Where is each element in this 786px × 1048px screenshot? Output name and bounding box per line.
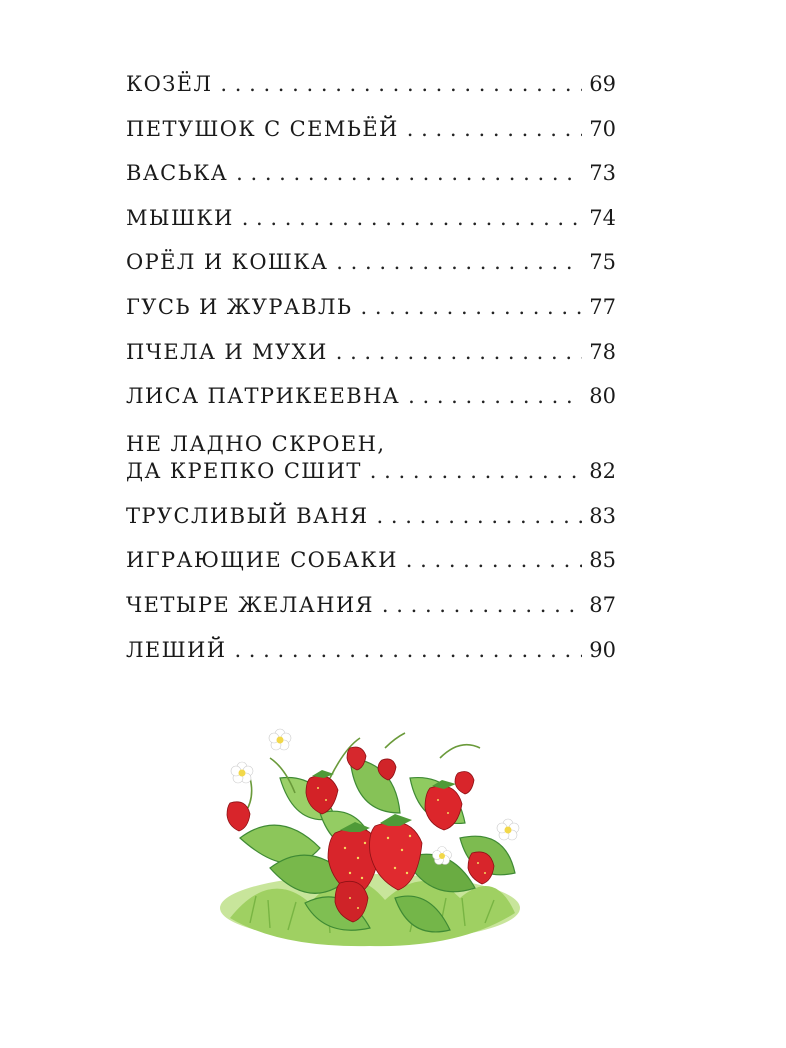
toc-entry[interactable] [126,72,616,117]
toc-entry-title: ПЧЕЛА И МУХИ [126,339,328,364]
toc-dot-leader [220,72,582,96]
toc-entry-title: ОРЁЛ И КОШКА [126,250,329,275]
toc-entry-title: ИГРАЮЩИЕ СОБАКИ [126,548,398,573]
toc-entry-page: 85 [589,548,616,573]
toc-dot-leader [336,340,582,364]
toc-entry-title-line1: НЕ ЛАДНО СКРОЕН, [126,431,386,456]
toc-entry-title: МЫШКИ [126,205,234,230]
toc-entry-title: ЛИСА ПАТРИКЕЕВНА [126,384,401,409]
toc-entry-page: 75 [589,250,616,275]
toc-entry-title: ЧЕТЫРЕ ЖЕЛАНИЯ [126,592,374,617]
toc-dot-leader [236,161,582,185]
toc-entry-title: ТРУСЛИВЫЙ ВАНЯ [126,503,369,528]
toc-entry[interactable] [126,429,616,496]
toc-dot-leader [234,638,582,662]
toc-entry[interactable] [126,548,616,593]
toc-entry-page: 83 [589,503,616,528]
toc-entry-page: 87 [589,592,616,617]
toc-entry[interactable] [126,638,616,683]
table-of-contents [126,72,616,682]
toc-dot-leader [382,593,582,617]
toc-entry-page: 90 [589,637,616,662]
toc-entry[interactable] [126,295,616,340]
toc-dot-leader [370,459,582,483]
toc-entry[interactable] [126,340,616,385]
toc-dot-leader [360,295,582,319]
toc-entry-page: 82 [589,458,616,483]
toc-entry[interactable] [126,206,616,251]
toc-entry[interactable] [126,250,616,295]
toc-entry[interactable] [126,504,616,549]
toc-entry[interactable] [126,117,616,162]
toc-entry[interactable] [126,593,616,638]
toc-entry[interactable] [126,161,616,206]
strawberry-bush-illustration-icon [210,718,530,958]
toc-entry[interactable] [126,384,616,429]
toc-entry-title: ВАСЬКА [126,161,229,186]
toc-entry-title: ПЕТУШОК С СЕМЬЁЙ [126,116,399,141]
toc-dot-leader [408,384,582,408]
toc-dot-leader [407,117,582,141]
toc-entry-page: 77 [589,294,616,319]
toc-dot-leader [406,548,582,572]
toc-entry-page: 70 [589,116,616,141]
toc-entry-page: 78 [589,339,616,364]
toc-entry-title-line2: ДА КРЕПКО СШИТ [126,458,362,483]
toc-entry-page: 74 [589,205,616,230]
toc-entry-title: ГУСЬ И ЖУРАВЛЬ [126,294,353,319]
toc-entry-page: 80 [589,384,616,409]
toc-dot-leader [336,250,582,274]
toc-entry-title: ЛЕШИЙ [126,637,227,662]
toc-entry-title: КОЗЁЛ [126,72,213,96]
toc-entry-page: 73 [589,161,616,186]
toc-entry-page: 69 [589,72,616,96]
toc-dot-leader [242,206,582,230]
toc-dot-leader [377,504,582,528]
